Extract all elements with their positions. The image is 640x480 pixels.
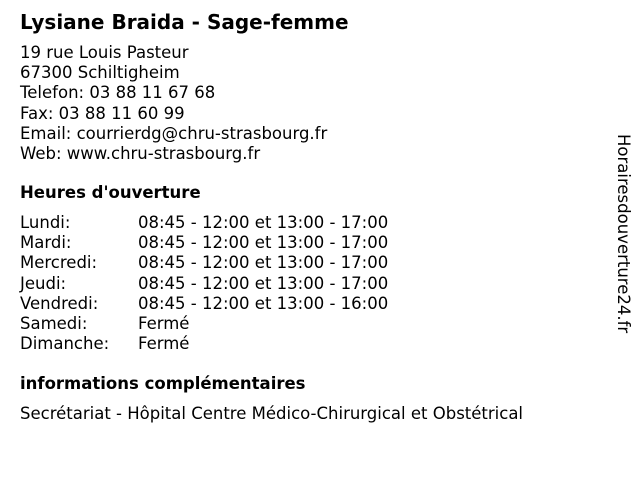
email-address: Email: courrierdg@chru-strasbourg.fr xyxy=(20,123,328,143)
time-range: Fermé xyxy=(138,313,190,333)
fax-number: Fax: 03 88 11 60 99 xyxy=(20,103,185,123)
contact-block xyxy=(20,43,327,164)
additional-info-text: Secrétariat - Hôpital Centre Médico-Chirurgical et Obstétrical xyxy=(20,404,524,423)
page-title: Lysiane Braida - Sage-femme xyxy=(20,10,349,34)
phone-number: Telefon: 03 88 11 67 68 xyxy=(20,83,216,103)
time-range: 08:45 - 12:00 et 13:00 - 17:00 xyxy=(138,213,389,232)
time-range: 08:45 - 12:00 et 13:00 - 17:00 xyxy=(138,233,389,253)
additional-info-heading: informations complémentaires xyxy=(20,374,306,393)
day-label: Dimanche: xyxy=(20,334,110,354)
day-label: Mercredi: xyxy=(20,253,98,273)
time-range: 08:45 - 12:00 et 13:00 - 17:00 xyxy=(138,273,389,293)
day-label: Lundi: xyxy=(20,213,71,232)
day-label: Mardi: xyxy=(20,233,72,253)
day-label: Jeudi: xyxy=(20,273,67,293)
time-range: 08:45 - 12:00 et 13:00 - 17:00 xyxy=(138,253,389,273)
opening-hours-heading: Heures d'ouverture xyxy=(20,183,201,202)
day-label: Samedi: xyxy=(20,313,88,333)
day-label: Vendredi: xyxy=(20,293,99,313)
postal-city: 67300 Schiltigheim xyxy=(20,63,180,83)
time-range: Fermé xyxy=(138,334,190,354)
site-watermark: Horairesdouverture24.fr xyxy=(614,134,633,334)
website-address: Web: www.chru-strasbourg.fr xyxy=(20,143,261,163)
street-address: 19 rue Louis Pasteur xyxy=(20,43,189,62)
time-range: 08:45 - 12:00 et 13:00 - 16:00 xyxy=(138,293,389,313)
